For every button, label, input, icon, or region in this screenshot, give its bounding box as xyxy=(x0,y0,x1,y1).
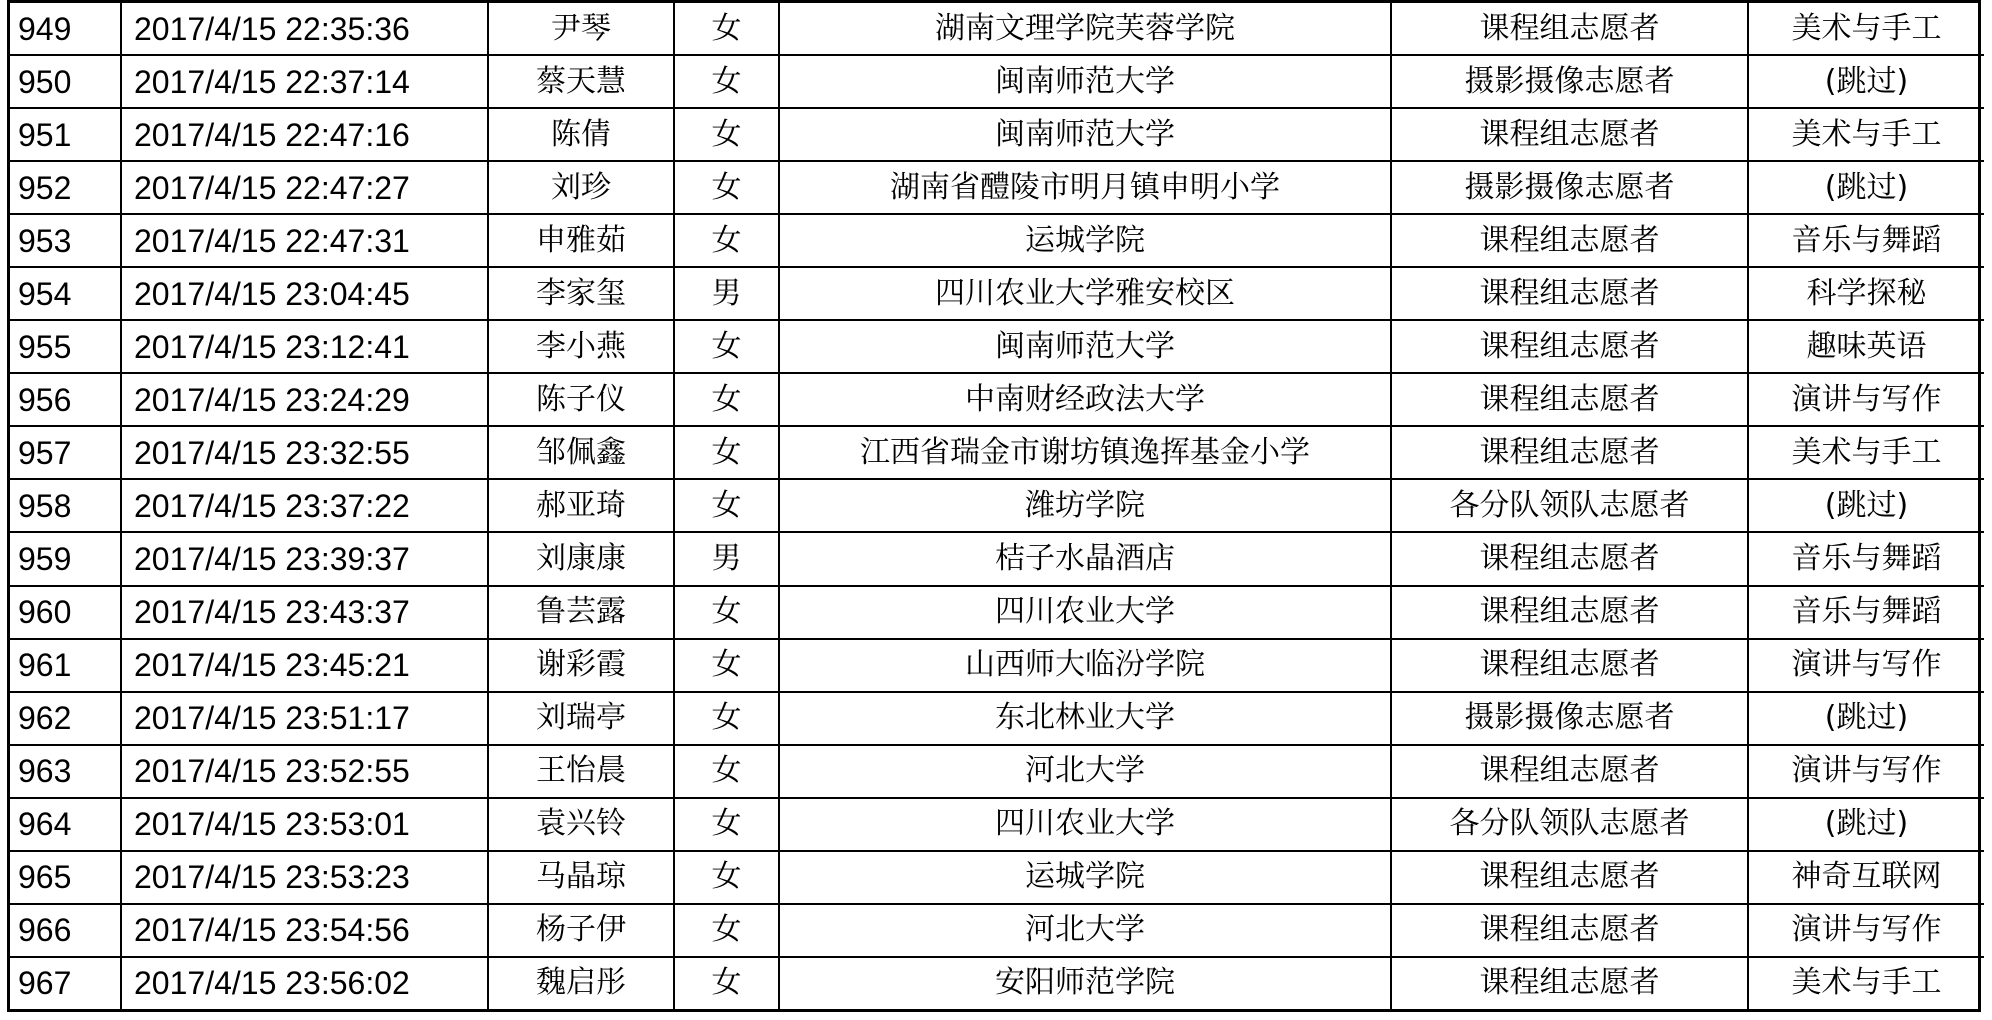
cell-number: 951 xyxy=(10,108,121,161)
cell-school: 运城学院 xyxy=(779,214,1391,267)
table-row xyxy=(10,479,1984,532)
cell-number: 965 xyxy=(10,851,121,904)
cell-volunteer-role: 课程组志愿者 xyxy=(1391,3,1748,55)
cell-timestamp: 2017/4/15 22:47:16 xyxy=(121,108,488,161)
cell-name: 邹佩鑫 xyxy=(488,426,674,479)
cell-volunteer-role: 课程组志愿者 xyxy=(1391,745,1748,798)
registration-table xyxy=(7,0,1981,1012)
cell-name: 尹琴 xyxy=(488,3,674,55)
cell-name: 郝亚琦 xyxy=(488,479,674,532)
cell-number: 955 xyxy=(10,320,121,373)
cell-timestamp: 2017/4/15 23:54:56 xyxy=(121,904,488,957)
cell-course: (跳过) xyxy=(1748,692,1984,745)
cell-gender: 女 xyxy=(674,745,779,798)
cell-timestamp: 2017/4/15 23:43:37 xyxy=(121,586,488,639)
cell-name: 刘康康 xyxy=(488,532,674,585)
cell-number: 966 xyxy=(10,904,121,957)
cell-course: (跳过) xyxy=(1748,55,1984,108)
cell-volunteer-role: 课程组志愿者 xyxy=(1391,267,1748,320)
cell-number: 958 xyxy=(10,479,121,532)
cell-name: 蔡天慧 xyxy=(488,55,674,108)
cell-course: 演讲与写作 xyxy=(1748,373,1984,426)
cell-name: 陈子仪 xyxy=(488,373,674,426)
cell-number: 962 xyxy=(10,692,121,745)
cell-timestamp: 2017/4/15 23:53:01 xyxy=(121,798,488,851)
cell-gender: 女 xyxy=(674,320,779,373)
table-row xyxy=(10,532,1984,585)
table-row xyxy=(10,745,1984,798)
cell-school: 安阳师范学院 xyxy=(779,957,1391,1009)
cell-timestamp: 2017/4/15 22:47:31 xyxy=(121,214,488,267)
cell-volunteer-role: 各分队领队志愿者 xyxy=(1391,479,1748,532)
cell-course: 音乐与舞蹈 xyxy=(1748,586,1984,639)
cell-number: 956 xyxy=(10,373,121,426)
cell-course: (跳过) xyxy=(1748,479,1984,532)
cell-school: 山西师大临汾学院 xyxy=(779,639,1391,692)
cell-school: 东北林业大学 xyxy=(779,692,1391,745)
cell-school: 桔子水晶酒店 xyxy=(779,532,1391,585)
cell-timestamp: 2017/4/15 23:51:17 xyxy=(121,692,488,745)
cell-gender: 女 xyxy=(674,692,779,745)
table-body xyxy=(10,3,1984,1009)
cell-volunteer-role: 摄影摄像志愿者 xyxy=(1391,55,1748,108)
cell-timestamp: 2017/4/15 23:37:22 xyxy=(121,479,488,532)
registration-grid xyxy=(10,3,1984,1009)
cell-volunteer-role: 摄影摄像志愿者 xyxy=(1391,692,1748,745)
cell-number: 963 xyxy=(10,745,121,798)
cell-school: 河北大学 xyxy=(779,745,1391,798)
cell-number: 967 xyxy=(10,957,121,1009)
cell-timestamp: 2017/4/15 23:45:21 xyxy=(121,639,488,692)
cell-gender: 女 xyxy=(674,3,779,55)
cell-volunteer-role: 课程组志愿者 xyxy=(1391,320,1748,373)
cell-volunteer-role: 课程组志愿者 xyxy=(1391,373,1748,426)
cell-gender: 女 xyxy=(674,479,779,532)
cell-timestamp: 2017/4/15 22:35:36 xyxy=(121,3,488,55)
cell-gender: 女 xyxy=(674,55,779,108)
cell-course: 美术与手工 xyxy=(1748,957,1984,1009)
cell-name: 李家玺 xyxy=(488,267,674,320)
cell-school: 湖南文理学院芙蓉学院 xyxy=(779,3,1391,55)
cell-gender: 女 xyxy=(674,851,779,904)
cell-number: 950 xyxy=(10,55,121,108)
cell-name: 谢彩霞 xyxy=(488,639,674,692)
table-row xyxy=(10,851,1984,904)
cell-school: 江西省瑞金市谢坊镇逸挥基金小学 xyxy=(779,426,1391,479)
cell-gender: 女 xyxy=(674,426,779,479)
cell-number: 957 xyxy=(10,426,121,479)
table-row xyxy=(10,798,1984,851)
cell-timestamp: 2017/4/15 23:39:37 xyxy=(121,532,488,585)
cell-number: 949 xyxy=(10,3,121,55)
table-row xyxy=(10,108,1984,161)
cell-school: 河北大学 xyxy=(779,904,1391,957)
cell-name: 申雅茹 xyxy=(488,214,674,267)
cell-gender: 女 xyxy=(674,904,779,957)
cell-school: 潍坊学院 xyxy=(779,479,1391,532)
cell-volunteer-role: 课程组志愿者 xyxy=(1391,904,1748,957)
table-row xyxy=(10,214,1984,267)
cell-course: 神奇互联网 xyxy=(1748,851,1984,904)
cell-course: 美术与手工 xyxy=(1748,3,1984,55)
cell-name: 陈倩 xyxy=(488,108,674,161)
cell-course: 音乐与舞蹈 xyxy=(1748,532,1984,585)
table-row xyxy=(10,639,1984,692)
table-row xyxy=(10,904,1984,957)
cell-name: 刘瑞亭 xyxy=(488,692,674,745)
cell-volunteer-role: 课程组志愿者 xyxy=(1391,851,1748,904)
cell-timestamp: 2017/4/15 22:47:27 xyxy=(121,161,488,214)
cell-course: 美术与手工 xyxy=(1748,108,1984,161)
cell-timestamp: 2017/4/15 23:24:29 xyxy=(121,373,488,426)
cell-number: 959 xyxy=(10,532,121,585)
cell-school: 四川农业大学雅安校区 xyxy=(779,267,1391,320)
cell-course: 趣味英语 xyxy=(1748,320,1984,373)
cell-number: 954 xyxy=(10,267,121,320)
cell-name: 李小燕 xyxy=(488,320,674,373)
cell-name: 鲁芸露 xyxy=(488,586,674,639)
cell-timestamp: 2017/4/15 23:52:55 xyxy=(121,745,488,798)
cell-course: 科学探秘 xyxy=(1748,267,1984,320)
cell-timestamp: 2017/4/15 23:04:45 xyxy=(121,267,488,320)
cell-number: 960 xyxy=(10,586,121,639)
cell-school: 闽南师范大学 xyxy=(779,320,1391,373)
table-row xyxy=(10,692,1984,745)
cell-gender: 男 xyxy=(674,532,779,585)
table-row xyxy=(10,55,1984,108)
cell-volunteer-role: 课程组志愿者 xyxy=(1391,586,1748,639)
cell-school: 闽南师范大学 xyxy=(779,55,1391,108)
cell-number: 952 xyxy=(10,161,121,214)
table-row xyxy=(10,3,1984,55)
cell-timestamp: 2017/4/15 23:56:02 xyxy=(121,957,488,1009)
cell-gender: 女 xyxy=(674,214,779,267)
cell-name: 马晶琼 xyxy=(488,851,674,904)
cell-timestamp: 2017/4/15 22:37:14 xyxy=(121,55,488,108)
cell-school: 运城学院 xyxy=(779,851,1391,904)
cell-course: 演讲与写作 xyxy=(1748,904,1984,957)
cell-volunteer-role: 课程组志愿者 xyxy=(1391,426,1748,479)
cell-volunteer-role: 课程组志愿者 xyxy=(1391,108,1748,161)
cell-volunteer-role: 课程组志愿者 xyxy=(1391,639,1748,692)
cell-school: 中南财经政法大学 xyxy=(779,373,1391,426)
cell-gender: 女 xyxy=(674,373,779,426)
cell-course: 演讲与写作 xyxy=(1748,745,1984,798)
cell-course: 美术与手工 xyxy=(1748,426,1984,479)
table-row xyxy=(10,426,1984,479)
cell-gender: 女 xyxy=(674,586,779,639)
cell-gender: 女 xyxy=(674,957,779,1009)
cell-school: 四川农业大学 xyxy=(779,586,1391,639)
cell-volunteer-role: 课程组志愿者 xyxy=(1391,532,1748,585)
cell-volunteer-role: 各分队领队志愿者 xyxy=(1391,798,1748,851)
cell-school: 闽南师范大学 xyxy=(779,108,1391,161)
cell-number: 953 xyxy=(10,214,121,267)
cell-course: 演讲与写作 xyxy=(1748,639,1984,692)
cell-name: 王怡晨 xyxy=(488,745,674,798)
cell-gender: 女 xyxy=(674,108,779,161)
table-row xyxy=(10,320,1984,373)
cell-gender: 女 xyxy=(674,798,779,851)
table-row xyxy=(10,373,1984,426)
table-row xyxy=(10,161,1984,214)
table-row xyxy=(10,267,1984,320)
table-row xyxy=(10,586,1984,639)
cell-gender: 女 xyxy=(674,639,779,692)
cell-timestamp: 2017/4/15 23:53:23 xyxy=(121,851,488,904)
cell-school: 四川农业大学 xyxy=(779,798,1391,851)
cell-gender: 女 xyxy=(674,161,779,214)
cell-volunteer-role: 课程组志愿者 xyxy=(1391,214,1748,267)
cell-name: 刘珍 xyxy=(488,161,674,214)
cell-name: 杨子伊 xyxy=(488,904,674,957)
cell-volunteer-role: 摄影摄像志愿者 xyxy=(1391,161,1748,214)
cell-gender: 男 xyxy=(674,267,779,320)
cell-volunteer-role: 课程组志愿者 xyxy=(1391,957,1748,1009)
cell-name: 魏启彤 xyxy=(488,957,674,1009)
cell-course: 音乐与舞蹈 xyxy=(1748,214,1984,267)
cell-number: 964 xyxy=(10,798,121,851)
cell-school: 湖南省醴陵市明月镇申明小学 xyxy=(779,161,1391,214)
cell-timestamp: 2017/4/15 23:32:55 xyxy=(121,426,488,479)
table-row xyxy=(10,957,1984,1009)
cell-name: 袁兴铃 xyxy=(488,798,674,851)
cell-timestamp: 2017/4/15 23:12:41 xyxy=(121,320,488,373)
cell-course: (跳过) xyxy=(1748,798,1984,851)
cell-course: (跳过) xyxy=(1748,161,1984,214)
cell-number: 961 xyxy=(10,639,121,692)
